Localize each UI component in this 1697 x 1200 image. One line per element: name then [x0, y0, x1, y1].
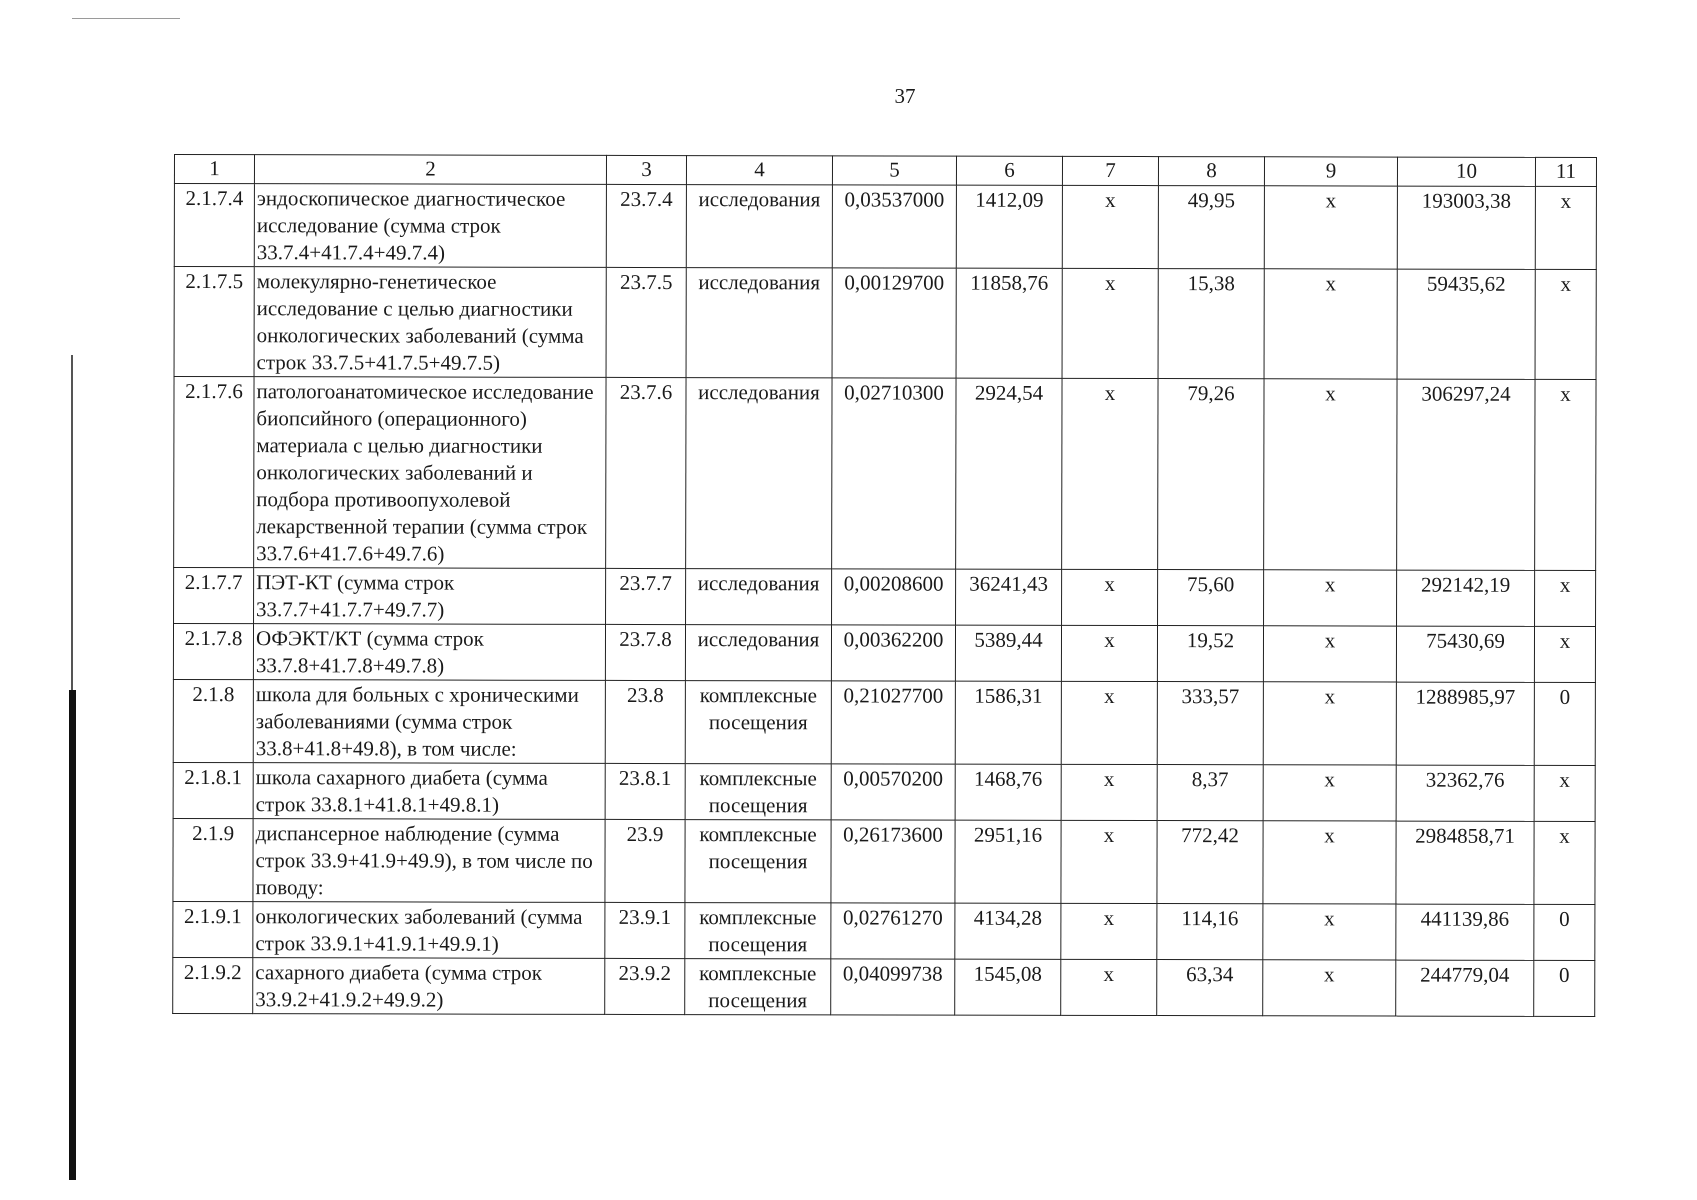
- row-line-number: 23.9: [605, 819, 685, 902]
- row-col10-value: 244779,04: [1396, 960, 1534, 1016]
- row-norm-value: 0,04099738: [831, 959, 955, 1015]
- row-col8-value: 114,16: [1157, 904, 1263, 960]
- row-col8-value: 772,42: [1157, 821, 1263, 904]
- row-col8-value: 79,26: [1158, 379, 1264, 570]
- row-col11-value: х: [1535, 570, 1596, 626]
- row-cost-value: 36241,43: [956, 569, 1062, 625]
- row-col8-value: 15,38: [1158, 269, 1264, 379]
- table-row: [174, 568, 1596, 627]
- row-col7-value: х: [1061, 764, 1157, 820]
- table-row: [174, 184, 1596, 270]
- column-number: 11: [1535, 157, 1596, 186]
- row-col11-value: х: [1534, 821, 1595, 904]
- row-line-number: 23.8: [605, 680, 685, 763]
- row-col9-value: х: [1263, 765, 1396, 821]
- row-code: 2.1.8: [173, 679, 253, 762]
- row-col9-value: х: [1263, 821, 1396, 904]
- row-code: 2.1.9.1: [173, 901, 253, 957]
- row-norm-value: 0,02710300: [832, 378, 956, 569]
- row-col11-value: х: [1535, 269, 1596, 379]
- row-cost-value: 1586,31: [955, 681, 1061, 764]
- row-col11-value: х: [1535, 379, 1596, 570]
- row-name: эндоскопическое диагностическое исследование (сумма строк 33.7.4+41.7.4+49.7.4): [254, 184, 606, 268]
- column-number: 4: [686, 156, 832, 185]
- row-col11-value: х: [1534, 626, 1595, 682]
- row-code: 2.1.9: [173, 818, 253, 901]
- row-name: ОФЭКТ/КТ (сумма строк 33.7.8+41.7.8+49.7.8): [253, 624, 605, 681]
- row-code: 2.1.7.8: [173, 624, 253, 680]
- row-col9-value: х: [1263, 960, 1396, 1016]
- row-norm-value: 0,00129700: [832, 268, 956, 378]
- row-cost-value: 1412,09: [956, 185, 1062, 268]
- row-col8-value: 333,57: [1157, 682, 1263, 765]
- row-col7-value: х: [1062, 569, 1158, 625]
- row-col11-value: 0: [1534, 682, 1595, 765]
- table-row: [174, 267, 1596, 380]
- row-code: 2.1.8.1: [173, 762, 253, 818]
- scan-shadow-bar: [71, 355, 73, 690]
- scan-edge-line: [72, 18, 180, 19]
- row-col9-value: х: [1264, 269, 1397, 379]
- row-unit: исследования: [686, 268, 832, 378]
- row-name: молекулярно-генетическое исследование с целью диагностики онкологических заболеваний (сумма строк 33.7.5+41.7.5+49.7.5): [254, 267, 606, 378]
- row-code: 2.1.9.2: [173, 957, 253, 1013]
- column-number-row: [174, 155, 1596, 187]
- row-name: сахарного диабета (сумма строк 33.9.2+41.9.2+49.9.2): [253, 958, 605, 1015]
- row-norm-value: 0,26173600: [831, 820, 955, 903]
- row-col8-value: 8,37: [1157, 765, 1263, 821]
- row-col10-value: 193003,38: [1397, 186, 1535, 269]
- column-number: 3: [606, 155, 686, 184]
- scan-binding-bar: [69, 690, 76, 1180]
- row-col9-value: х: [1264, 186, 1397, 269]
- row-unit: комплексные посещения: [685, 959, 831, 1015]
- row-col9-value: х: [1264, 379, 1397, 570]
- row-col7-value: х: [1061, 681, 1157, 764]
- column-number: 2: [254, 155, 606, 185]
- column-number: 5: [832, 156, 956, 185]
- row-col7-value: х: [1061, 625, 1157, 681]
- page-number: 37: [894, 84, 916, 108]
- row-norm-value: 0,21027700: [831, 681, 955, 764]
- row-line-number: 23.8.1: [605, 763, 685, 819]
- row-col8-value: 63,34: [1157, 960, 1263, 1016]
- row-col11-value: х: [1534, 765, 1595, 821]
- table-row: [173, 957, 1595, 1016]
- row-col10-value: 75430,69: [1396, 626, 1534, 682]
- row-col7-value: х: [1061, 903, 1157, 959]
- row-col8-value: 75,60: [1158, 570, 1264, 626]
- column-number: 10: [1397, 157, 1535, 186]
- row-col7-value: х: [1061, 959, 1157, 1015]
- row-col7-value: х: [1062, 185, 1158, 268]
- row-col11-value: 0: [1534, 960, 1595, 1016]
- row-unit: исследования: [686, 185, 832, 268]
- row-col8-value: 49,95: [1158, 186, 1264, 269]
- row-code: 2.1.7.4: [174, 184, 254, 267]
- row-col7-value: х: [1062, 268, 1158, 378]
- column-number: 9: [1264, 157, 1397, 186]
- row-cost-value: 2924,54: [956, 378, 1062, 569]
- row-line-number: 23.7.8: [605, 624, 685, 680]
- row-norm-value: 0,00208600: [832, 569, 956, 625]
- row-col7-value: х: [1061, 820, 1157, 903]
- column-number: 7: [1062, 156, 1158, 185]
- row-cost-value: 5389,44: [955, 625, 1061, 681]
- row-col9-value: х: [1263, 682, 1396, 765]
- row-col9-value: х: [1263, 626, 1396, 682]
- row-col10-value: 441139,86: [1396, 904, 1534, 960]
- row-cost-value: 4134,28: [955, 903, 1061, 959]
- column-number: 1: [174, 155, 254, 184]
- row-norm-value: 0,03537000: [832, 185, 956, 268]
- row-col9-value: х: [1264, 570, 1397, 626]
- table-row: [173, 901, 1595, 960]
- row-norm-value: 0,02761270: [831, 903, 955, 959]
- row-line-number: 23.9.1: [605, 902, 685, 958]
- row-col10-value: 306297,24: [1397, 379, 1535, 570]
- row-name: диспансерное наблюдение (сумма строк 33.9+41.9+49.9), в том числе по поводу:: [253, 819, 605, 903]
- row-norm-value: 0,00570200: [831, 764, 955, 820]
- row-name: онкологических заболеваний (сумма строк 33.9.1+41.9.1+49.9.1): [253, 902, 605, 959]
- row-cost-value: 11858,76: [956, 268, 1062, 378]
- row-cost-value: 2951,16: [955, 820, 1061, 903]
- row-col10-value: 292142,19: [1397, 570, 1535, 626]
- row-col10-value: 32362,76: [1396, 765, 1534, 821]
- row-col11-value: 0: [1534, 904, 1595, 960]
- row-norm-value: 0,00362200: [831, 625, 955, 681]
- row-name: школа сахарного диабета (сумма строк 33.8.1+41.8.1+49.8.1): [253, 763, 605, 820]
- table-row: [173, 624, 1595, 683]
- row-col10-value: 59435,62: [1397, 269, 1535, 379]
- row-line-number: 23.7.7: [606, 568, 686, 624]
- row-code: 2.1.7.7: [174, 568, 254, 624]
- row-col7-value: х: [1062, 378, 1158, 569]
- row-cost-value: 1468,76: [955, 764, 1061, 820]
- row-unit: комплексные посещения: [685, 903, 831, 959]
- row-unit: исследования: [686, 378, 832, 569]
- column-number: 6: [956, 156, 1062, 185]
- row-unit: комплексные посещения: [685, 820, 831, 903]
- table-row: [174, 377, 1596, 571]
- row-col9-value: х: [1263, 904, 1396, 960]
- table-row: [173, 818, 1595, 904]
- table-row: [173, 762, 1595, 821]
- row-name: ПЭТ-КТ (сумма строк 33.7.7+41.7.7+49.7.7): [254, 568, 606, 625]
- row-line-number: 23.7.5: [606, 267, 686, 377]
- row-unit: исследования: [686, 569, 832, 625]
- row-line-number: 23.7.6: [606, 377, 686, 568]
- row-name: патологоанатомическое исследование биопсийного (операционного) материала с целью диагностики онкологических заболеваний и подбора противоопухолевой лекарственной терапии (сумма строк 33.7.6+41.7.6+49.7.6): [254, 377, 606, 569]
- row-col10-value: 2984858,71: [1396, 821, 1534, 904]
- data-table: [172, 154, 1597, 1017]
- row-col8-value: 19,52: [1157, 626, 1263, 682]
- row-unit: исследования: [685, 625, 831, 681]
- row-unit: комплексные посещения: [685, 764, 831, 820]
- row-cost-value: 1545,08: [955, 959, 1061, 1015]
- row-col11-value: х: [1535, 186, 1596, 269]
- row-unit: комплексные посещения: [685, 681, 831, 764]
- table-row: [173, 679, 1595, 765]
- row-name: школа для больных с хроническими заболеваниями (сумма строк 33.8+41.8+49.8), в том числе:: [253, 680, 605, 764]
- row-code: 2.1.7.6: [174, 377, 254, 568]
- row-col10-value: 1288985,97: [1396, 682, 1534, 765]
- row-line-number: 23.9.2: [605, 958, 685, 1014]
- column-number: 8: [1158, 157, 1264, 186]
- row-line-number: 23.7.4: [606, 184, 686, 267]
- row-code: 2.1.7.5: [174, 267, 254, 377]
